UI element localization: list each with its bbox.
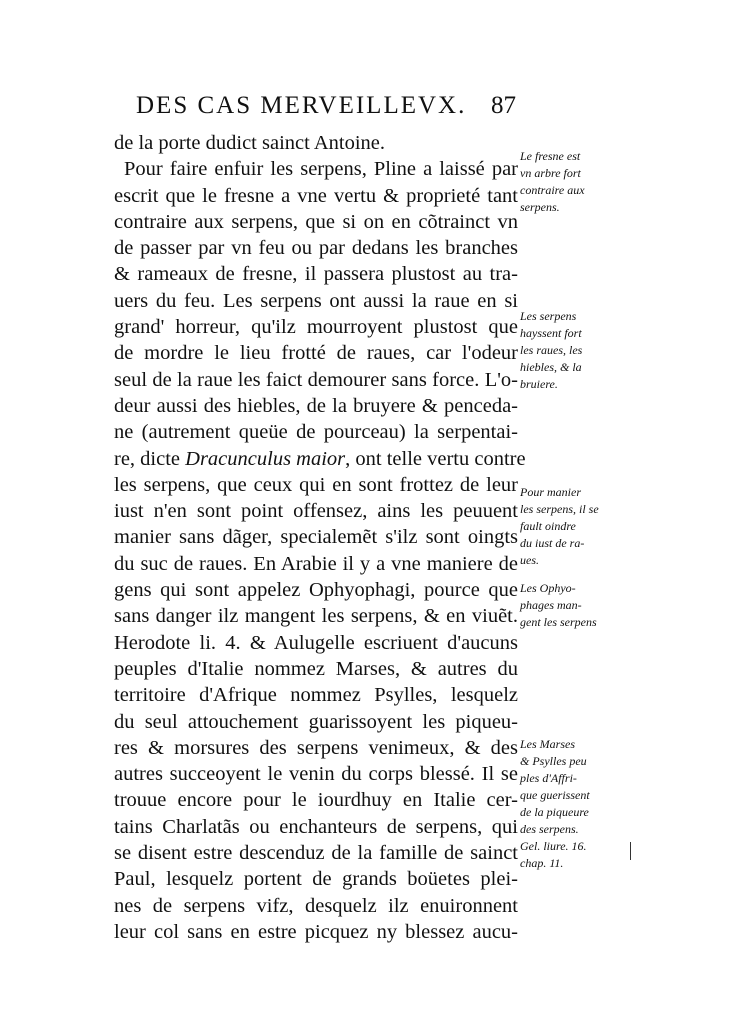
text-line: Herodote li. 4. & Aulugelle escriuent d'aucuns	[114, 631, 518, 654]
text-line: peuples d'Italie nommez Marses, & autres du	[114, 657, 518, 680]
text-line: res & morsures des serpens venimeux, & des	[114, 736, 518, 759]
text-line: deur aussi des hiebles, de la bruyere & penceda-	[114, 394, 518, 417]
text-line: de mordre le lieu frotté de raues, car l'odeur	[114, 342, 518, 365]
text-line: du suc de raues. En Arabie il y a vne maniere de	[114, 552, 518, 575]
margin-note-line: Les serpens	[520, 309, 577, 323]
text-line: de passer par vn feu ou par dedans les branches	[114, 237, 518, 260]
margin-note-line: ues.	[520, 553, 539, 567]
italic-term: Dracunculus maior	[185, 447, 346, 470]
text-line: les serpens, que ceux qui en sont frottez de leur	[114, 473, 518, 496]
text-line: & rameaux de fresne, il passera plustost au tra-	[114, 263, 518, 286]
text-line	[114, 446, 526, 472]
margin-rule-mark	[630, 842, 631, 860]
text-line: nes de serpens vifz, desquelz ilz enuironnent	[114, 894, 518, 917]
text-line: manier sans dãger, specialemẽt s'ilz sont oingts	[114, 526, 518, 549]
text-line: uers du feu. Les serpens ont aussi la raue en si	[114, 289, 518, 312]
text-segment: re, dicte	[114, 447, 181, 470]
margin-note-line: fault oindre	[520, 519, 576, 533]
running-head-title: DES CAS MERVEILLEVX.	[136, 92, 467, 119]
margin-note-line: de la piqueure	[520, 805, 589, 819]
text-line: tains Charlatãs ou enchanteurs de serpens, qui	[114, 815, 518, 838]
text-line: escrit que le fresne a vne vertu & proprieté tant	[114, 184, 518, 207]
text-line: ne (autrement queüe de pourceau) la serpentai-	[114, 421, 518, 444]
margin-note-line: contraire aux	[520, 183, 585, 197]
margin-note-line: Les Marses	[520, 737, 576, 751]
margin-note-line: vn arbre fort	[520, 166, 581, 180]
margin-note-raues	[520, 308, 630, 393]
text-line: seul de la raue les faict demourer sans force. L'o-	[114, 368, 518, 391]
margin-note-line: & Psylles peu	[520, 754, 587, 768]
margin-note-line: hayssent fort	[520, 326, 582, 340]
text-line: sans danger ilz mangent les serpens, & en viuẽt.	[114, 605, 518, 628]
text-line: leur col sans en estre picquez ny blessez aucu-	[114, 920, 518, 943]
margin-note-line: Pour manier	[520, 485, 581, 499]
margin-note-line: les raues, les	[520, 343, 583, 357]
margin-note-line: des serpens.	[520, 822, 579, 836]
margin-note-marses	[520, 736, 630, 872]
text-line: iust n'en sont point offensez, ains les peuuent	[114, 500, 518, 523]
text-line: trouue encore pour le iourdhuy en Italie cer-	[114, 789, 518, 812]
text-line: contraire aux serpens, que si on en cõtrainct vn	[114, 210, 518, 233]
margin-note-line: bruiere.	[520, 377, 558, 391]
margin-note-line: hiebles, & la	[520, 360, 582, 374]
margin-note-line: ples d'Affri-	[520, 771, 577, 785]
margin-note-line: Gel. liure. 16.	[520, 839, 587, 853]
margin-note-line: du iust de ra-	[520, 536, 585, 550]
main-text-block	[114, 130, 526, 945]
margin-note-line: que guerissent	[520, 788, 590, 802]
margin-note-fresne	[520, 148, 630, 216]
running-head	[136, 92, 516, 126]
text-line: gens qui sont appelez Ophyophagi, pource que	[114, 579, 518, 602]
margin-note-ophyophages	[520, 580, 630, 631]
text-line: de la porte dudict sainct Antoine.	[114, 132, 385, 154]
margin-note-line: les serpens, il se	[520, 502, 599, 516]
margin-note-line: phages man-	[520, 598, 582, 612]
text-line: grand' horreur, qu'ilz mourroyent plustost que	[114, 316, 518, 339]
margin-note-line: Les Ophyo-	[520, 581, 576, 595]
page-number: 87	[491, 92, 516, 119]
text-segment: , ont telle vertu contre	[345, 447, 526, 470]
text-line: du seul attouchement guarissoyent les piqueu-	[114, 710, 518, 733]
margin-note-line: gent les serpens	[520, 615, 597, 629]
margin-note-line: serpens.	[520, 200, 560, 214]
margin-note-line: Le fresne est	[520, 149, 581, 163]
text-line: autres succeoyent le venin du corps blessé. Il se	[114, 763, 518, 786]
text-line: Paul, lesquelz portent de grands boüetes plei-	[114, 868, 518, 891]
text-line: territoire d'Afrique nommez Psylles, lesquelz	[114, 684, 518, 707]
margin-note-line: chap. 11.	[520, 856, 564, 870]
text-line: Pour faire enfuir les serpens, Pline a laissé par	[124, 158, 518, 181]
margin-note-manier	[520, 484, 630, 569]
text-line: se disent estre descenduz de la famille de sainct	[114, 842, 518, 865]
